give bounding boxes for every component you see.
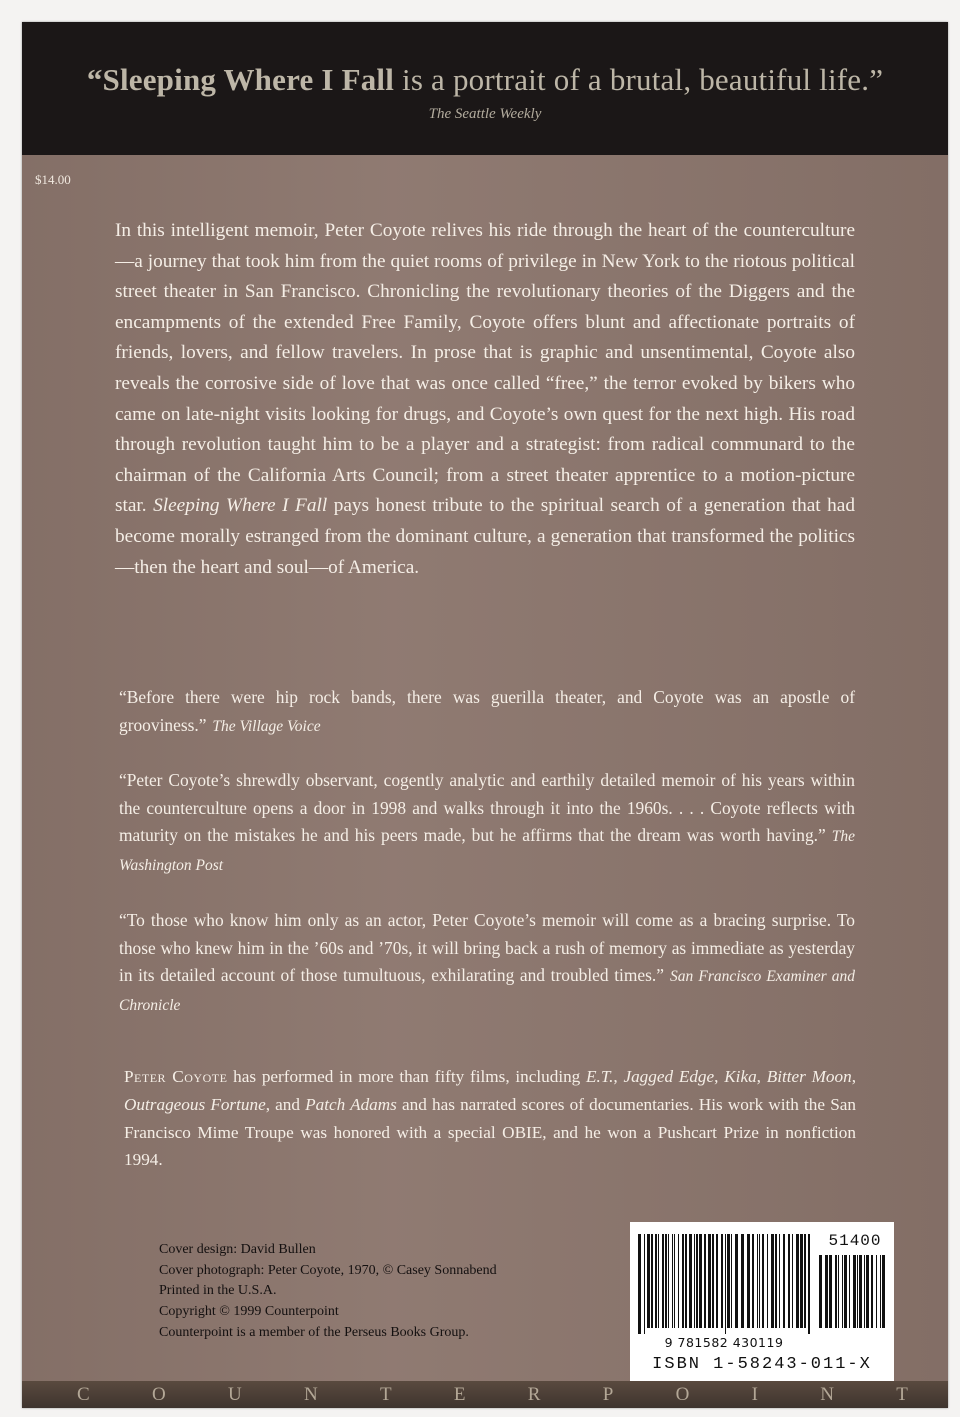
barcode-bar [796,1234,799,1328]
publisher-band [22,1381,948,1408]
publisher-letter: O [151,1384,166,1405]
ean-barcode [638,1234,812,1334]
barcode-bar [674,1234,675,1328]
barcode-bar [704,1234,706,1328]
bio-separator: , and [265,1094,306,1114]
top-banner [22,22,948,155]
barcode-bar [727,1234,730,1328]
quote-source: The Washington Post [119,828,855,874]
barcode-bar [644,1234,645,1334]
barcode-bar [708,1234,711,1328]
barcode-bar [672,1234,673,1328]
description-part-2: pays honest tribute to the spiritual search of a generation that had become morally estranged from the dominant culture, a generation that transformed the politics—then the heart and soul—of America. [115,495,855,578]
credit-line: Printed in the U.S.A. [159,1283,277,1299]
barcode-bar [771,1234,774,1328]
barcode-bar [808,1234,810,1334]
credit-line: Counterpoint is a member of the Perseus Books Group. [159,1324,469,1340]
quote-text: “Before there were hip rock bands, there was guerilla theater, and Coyote was an apostle of grooviness.” [119,687,855,735]
barcode-bar [651,1234,653,1328]
barcode-bar [759,1234,760,1328]
bio-text: has performed in more than fifty films, including [227,1067,587,1086]
barcode-bar [752,1234,754,1328]
film-title: Bitter Moon [766,1067,852,1086]
film-title: E.T. [586,1067,614,1086]
publisher-letter: N [820,1384,834,1405]
quote-source: San Francisco Examiner and Chronicle [119,968,856,1014]
barcode-bar [655,1234,657,1328]
barcode-bar [849,1255,850,1328]
barcode-bar [800,1234,803,1328]
barcode-bar [696,1234,698,1328]
barcode-bar [747,1234,750,1328]
description-title-italic: Sleeping Where I Fall [153,495,328,517]
barcode-bar [668,1234,669,1328]
barcode-bar [864,1255,865,1328]
bio-separator: , [714,1067,725,1086]
publisher-letter: U [227,1384,242,1405]
book-back-cover [22,22,948,1408]
description-part-1: In this intelligent memoir, Peter Coyote relives his ride through the heart of the counterculture—a journey that took him from the quiet rooms of privilege in New York to the riotous political street theater in San Francisco. Chronicling the revolutionary theories of the Diggers and the encampments of the extended Free Family, Coyote offers blunt and affectionate portraits of friends, lovers, and fellow travelers. In prose that is graphic and unsentimental, Coyote also reveals the corrosive side of love that was once called “free,” the terror evoked by bikers who came on late-night visits looking for drugs, and Coyote’s own quest for the next high. His road through revolution taught him to be a player and a strategist: from radical communard to the chairman of the California Arts Council; from a street theater apprentice to a motion-picture star. [115,220,855,517]
barcode-bar [844,1255,847,1328]
credit-line: Cover design: David Bullen [159,1242,316,1257]
barcode-bar [829,1255,832,1328]
barcode-bar [757,1234,758,1328]
barcode-bar [866,1255,869,1328]
tagline-source: The Seattle Weekly [428,106,542,122]
review-tagline [22,62,948,98]
book-description [115,216,855,583]
barcode-bar [792,1234,793,1328]
barcode-bar [880,1255,881,1328]
price-label: $14.00 [35,172,71,187]
barcode-bar [853,1255,856,1328]
barcode-bar [682,1234,684,1328]
barcode-bar [678,1234,679,1328]
barcode-bar [825,1255,828,1328]
barcode-bar [819,1255,822,1328]
isbn-number: ISBN 1-58243-011-X [652,1355,872,1374]
film-title: Kika [724,1067,757,1086]
credits-block [159,1240,497,1344]
barcode-bar [638,1234,641,1334]
credit-line: Copyright © 1999 Counterpoint [159,1304,339,1320]
barcode-bar [685,1234,687,1328]
barcode-bar [716,1234,718,1328]
publisher-letter: R [527,1384,541,1405]
barcode-bar [857,1255,858,1328]
publisher-letter: N [304,1384,318,1405]
barcode-bar [725,1234,726,1334]
publisher-name [22,1384,948,1406]
quote-text: “To those who know him only as an actor, Peter Coyote’s memoir will come as a bracing surprise. To those who knew him in the ’60s and ’70s, it will bring back a rush of memory as immediate as yesterday in its detailed account of those tumultuous, exhilarating and troubled times.” [119,910,855,985]
review-quote [119,907,855,1019]
addon-number: 51400 [828,1232,882,1250]
barcode-bar [662,1234,664,1328]
barcode-bar [876,1255,877,1328]
bio-text: and has narrated scores of documentaries. His work with the San Francisco Mime Troupe was honored with a special OBIE, and he won a Pushcart Prize in nonfiction 1994. [124,1094,856,1170]
barcode-bar [689,1234,692,1328]
film-title: Outrageous Fortune [124,1094,266,1114]
film-title: Jagged Edge [623,1067,715,1086]
barcode-bar [721,1234,723,1328]
publisher-letter: C [77,1384,90,1405]
barcode-bar [741,1234,744,1328]
barcode-bar [647,1234,650,1328]
barcode-bar [712,1234,714,1328]
publisher-letter: O [675,1384,690,1405]
author-bio [124,1063,856,1174]
bio-separator: , [851,1067,856,1086]
publisher-letter: T [380,1384,392,1405]
barcode-bar [835,1255,837,1328]
addon-barcode [819,1255,887,1334]
barcode-bar [838,1255,839,1328]
barcode-bar [871,1255,873,1328]
publisher-letter: T [896,1384,908,1405]
ean-number: 9 781582 430119 [664,1335,784,1350]
barcode-bar [665,1234,667,1328]
barcode-bar [775,1234,777,1328]
barcode-bar [779,1234,780,1328]
barcode-box [630,1222,894,1382]
barcode-bar [859,1255,862,1328]
barcode-bar [804,1234,806,1328]
publisher-letter: E [453,1384,466,1405]
tagline-title: “Sleeping Where I Fall [86,62,395,97]
barcode-bar [762,1234,764,1328]
barcode-bar [694,1234,695,1328]
film-title: Patch Adams [305,1094,397,1114]
bio-separator: , [756,1067,767,1086]
author-name: Peter Coyote [124,1067,228,1086]
tagline-text: is a portrait of a brutal, beautiful life.” [394,62,884,97]
barcode-bar [788,1234,790,1328]
barcode-bar [735,1234,738,1328]
credit-line: Cover photograph: Peter Coyote, 1970, © Casey Sonnabend [159,1262,497,1278]
quote-text: “Peter Coyote’s shrewdly observant, cogently analytic and earthily detailed memoir of his years within the counterculture opens a door in 1998 and walks through it into the 1960s. . . . Coyote reflects with maturity on the mistakes he and his peers made, but he affirms that the dream was worth having.” [119,770,855,845]
quote-source: The Village Voice [212,717,321,735]
barcode-bar [783,1234,785,1328]
barcode-bar [767,1234,768,1328]
bio-separator: , [613,1067,624,1086]
barcode-bar [731,1234,732,1328]
publisher-letter: I [751,1384,758,1405]
barcode-bar [842,1255,843,1328]
review-quote [119,767,855,879]
review-quote [119,684,855,740]
barcode-bar [882,1255,885,1328]
publisher-letter: P [602,1384,614,1405]
barcode-bar [699,1234,702,1328]
barcode-bar [658,1234,659,1328]
